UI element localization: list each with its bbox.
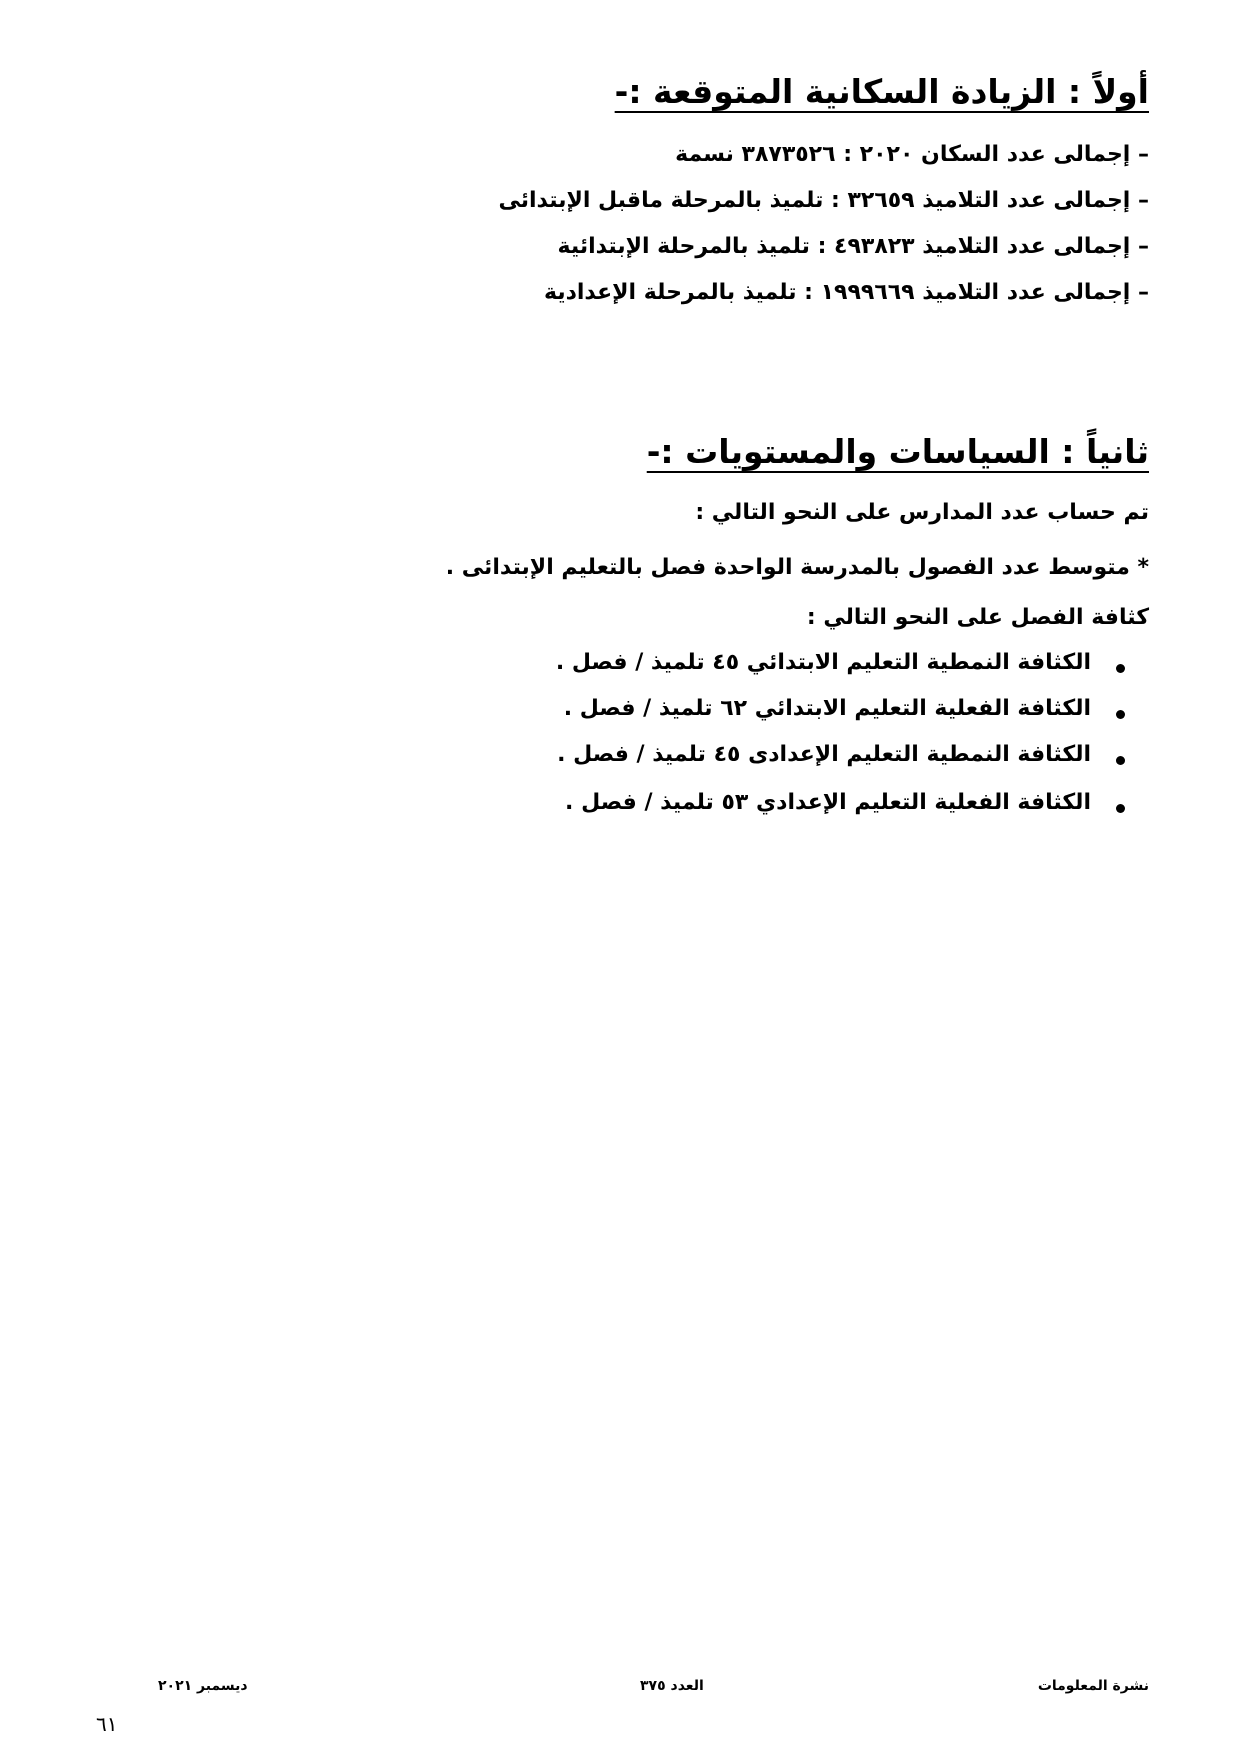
section1-item-4: – إجمالى عدد التلاميذ ١٩٩٩٦٦٩ : تلميذ بالمرحلة الإعدادية — [544, 280, 1149, 305]
page-number: ٦١ — [96, 1712, 118, 1736]
section1-item-1: – إجمالى عدد السكان ٢٠٢٠ : ٣٨٧٣٥٢٦ نسمة — [675, 142, 1149, 167]
footer-issue: العدد ٣٧٥ — [640, 1678, 704, 1694]
footer-publication: نشرة المعلومات — [1037, 1678, 1149, 1694]
bullet-dot — [1116, 710, 1125, 719]
section1-item-2: – إجمالى عدد التلاميذ ٣٢٦٥٩ : تلميذ بالمرحلة ماقبل الإبتدائى — [498, 188, 1149, 213]
density-bullet-2: الكثافة الفعلية التعليم الابتدائي ٦٢ تلميذ / فصل . — [563, 696, 1091, 721]
bullet-dot — [1116, 756, 1125, 765]
section1-heading: أولاً : الزيادة السكانية المتوقعة :- — [614, 72, 1149, 111]
section2-heading: ثانياً : السياسات والمستويات :- — [646, 432, 1149, 471]
section2-intro: تم حساب عدد المدارس على النحو التالي : — [695, 500, 1149, 525]
density-bullet-1: الكثافة النمطية التعليم الابتدائي ٤٥ تلميذ / فصل . — [555, 650, 1091, 675]
section2-density-intro: كثافة الفصل على النحو التالي : — [806, 605, 1149, 630]
density-bullet-4: الكثافة الفعلية التعليم الإعدادي ٥٣ تلميذ / فصل . — [565, 790, 1091, 815]
section1-item-3: – إجمالى عدد التلاميذ ٤٩٣٨٢٣ : تلميذ بالمرحلة الإبتدائية — [557, 234, 1149, 259]
density-bullet-3: الكثافة النمطية التعليم الإعدادى ٤٥ تلميذ / فصل . — [557, 742, 1091, 767]
footer-date: ديسمبر ٢٠٢١ — [158, 1678, 248, 1694]
section2-average-classes: * متوسط عدد الفصول بالمدرسة الواحدة فصل بالتعليم الإبتدائى . — [445, 555, 1149, 580]
bullet-dot — [1116, 664, 1125, 673]
bullet-dot — [1116, 804, 1125, 813]
